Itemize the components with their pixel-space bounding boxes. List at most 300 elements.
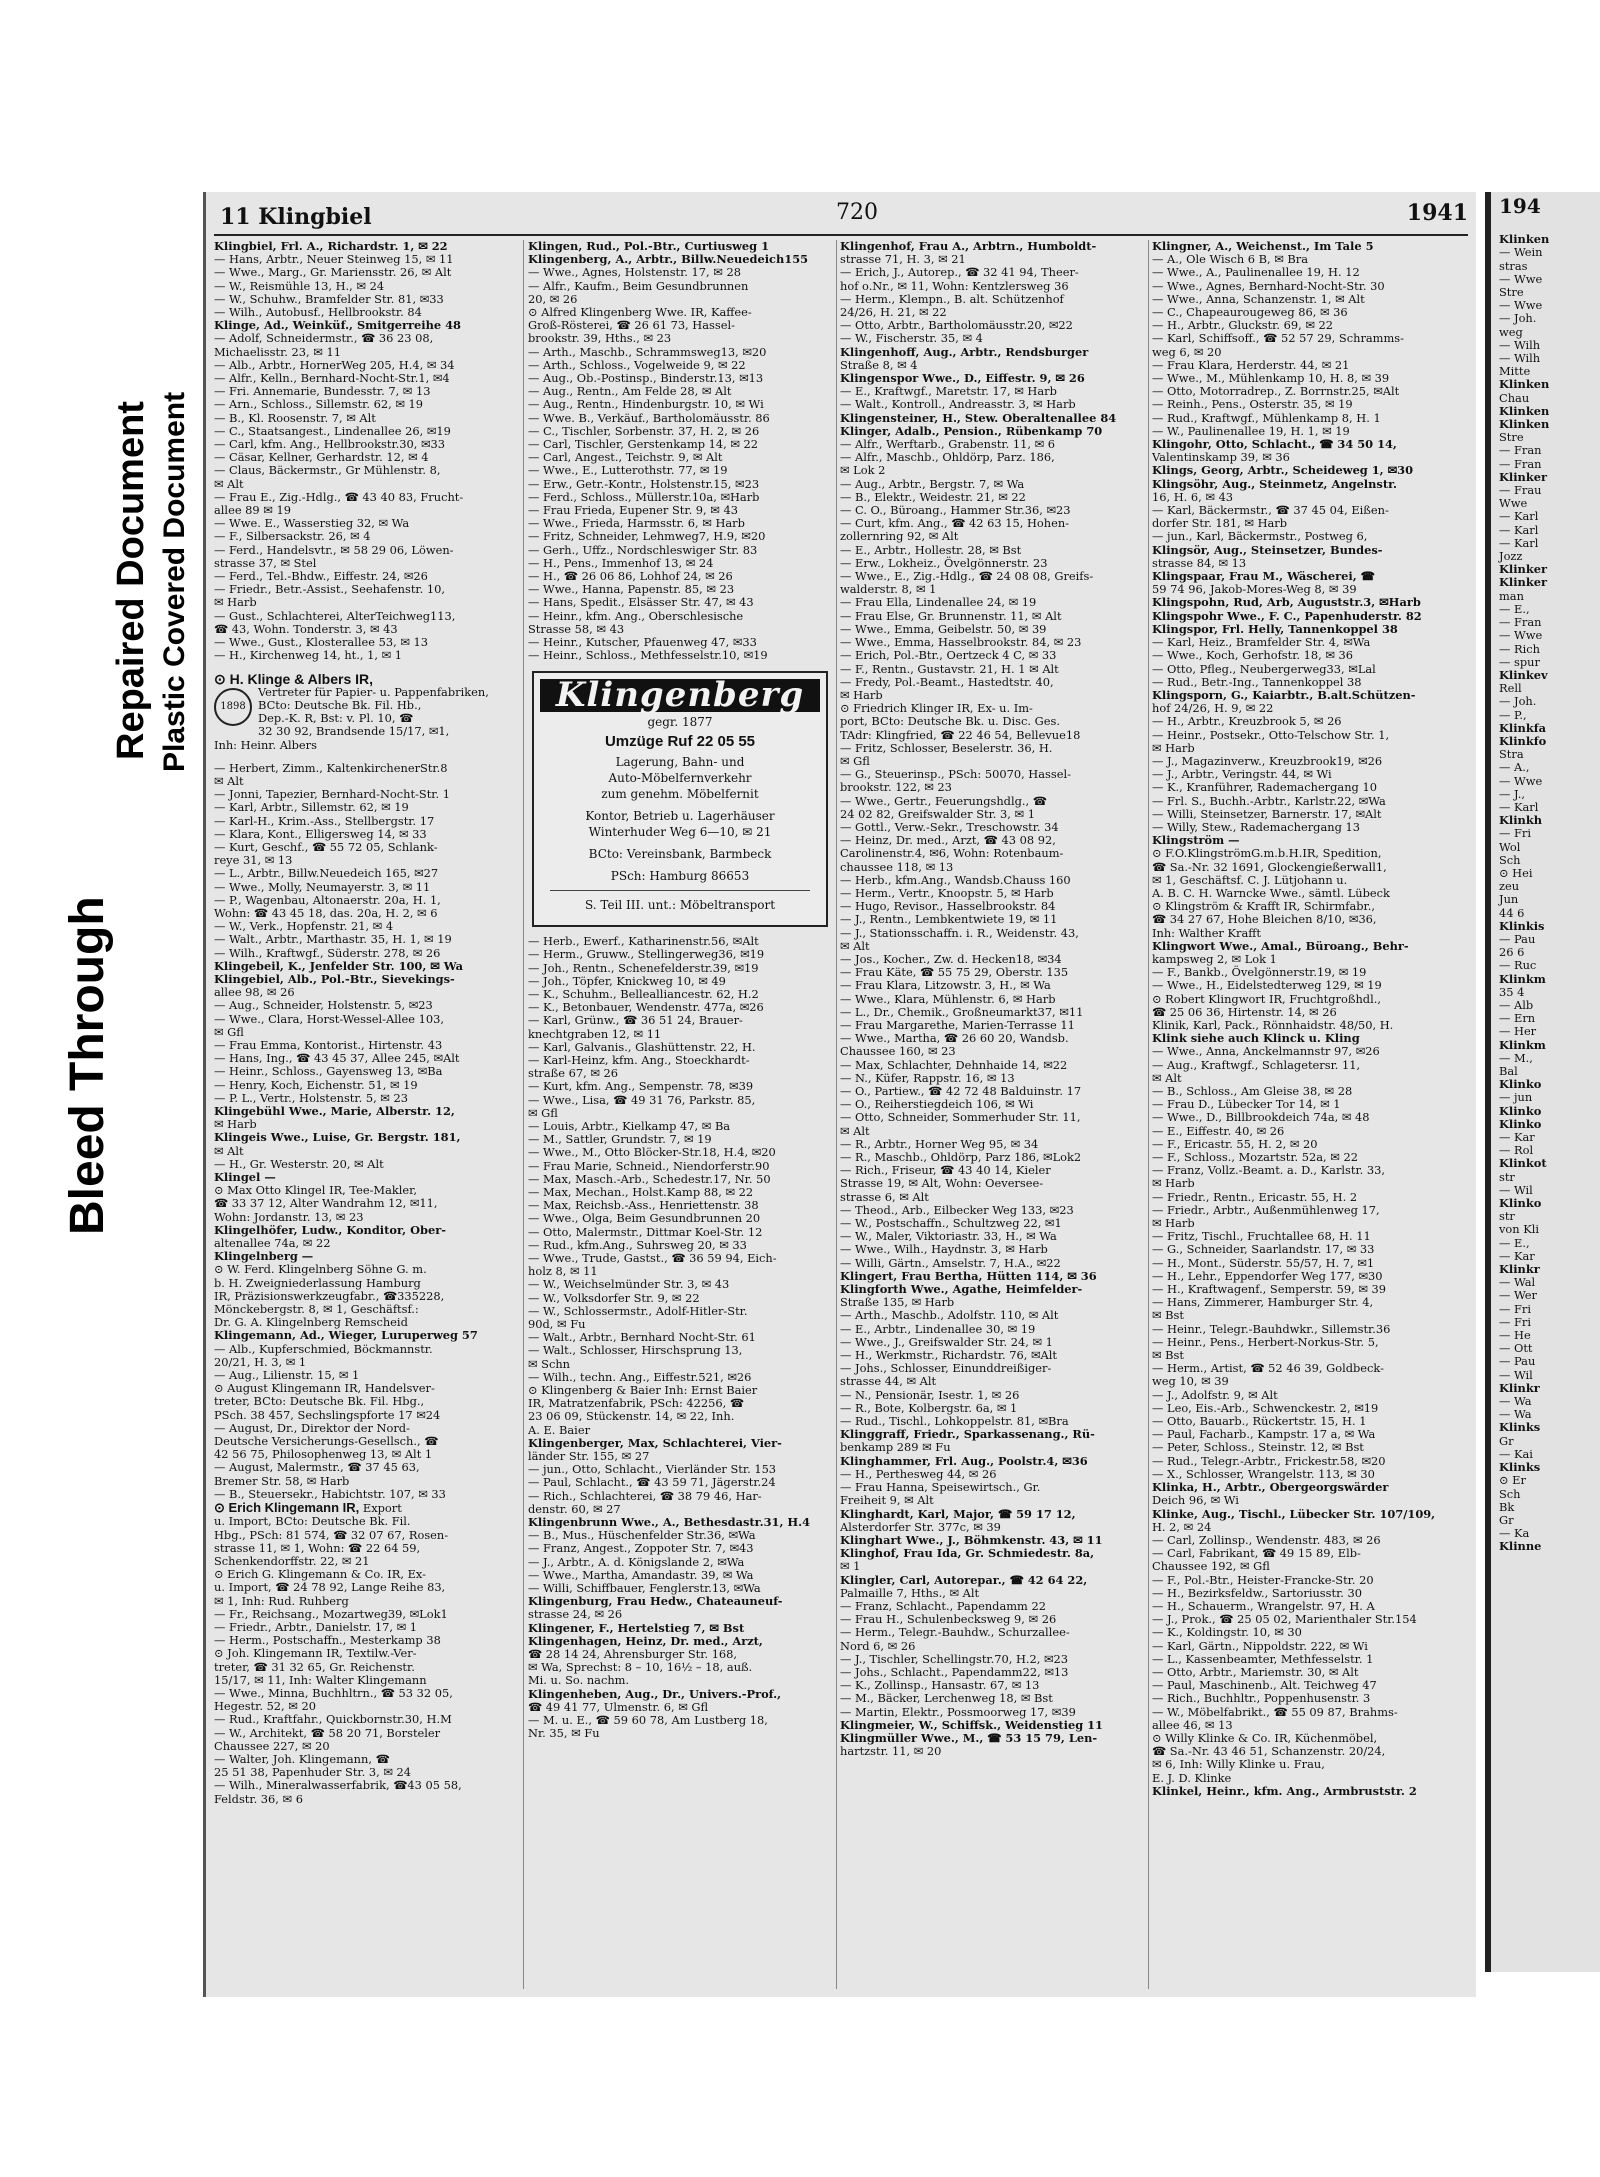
directory-entry: Klingner, A., Weichenst., Im Tale 5	[1152, 240, 1374, 253]
directory-entry: — K., Kranführer, Rademachergang 10	[1152, 780, 1377, 795]
adjacent-entry-fragment: Stre	[1499, 285, 1524, 300]
directory-entry: — Fri. Annemarie, Bundesstr. 7, ✉ 13	[214, 384, 431, 399]
directory-entry: Klingel —	[214, 1170, 276, 1185]
bank-text: BCto: Vereinsbank, Barmbeck	[588, 847, 772, 862]
directory-entry: — jun., Otto, Schlacht., Vierländer Str. 153	[528, 1462, 777, 1477]
directory-entry: — L., Dr., Chemik., Großneumarkt37, ✉11	[840, 1004, 1084, 1019]
directory-entry: — Willi, Schiffbauer, Fenglerstr.13, ✉Wa	[528, 1581, 761, 1596]
klingenberg-advertisement	[532, 671, 828, 928]
directory-entry: — M. u. E., ☎ 59 60 78, Am Lustberg 18,	[528, 1713, 768, 1728]
directory-entry: Dr. G. A. Klingelnberg Remscheid	[214, 1315, 408, 1330]
directory-entry: — Frau Marie, Schneid., Niendorferstr.90	[528, 1158, 770, 1173]
directory-entry: Klingenbrunn Wwe., A., Bethesdastr.31, H.4	[528, 1515, 811, 1530]
directory-entry: 16, H. 6, ✉ 43	[1152, 489, 1234, 504]
directory-entry: — R., Bote, Kolbergstr. 6a, ✉ 1	[840, 1400, 1018, 1415]
ad-divider	[550, 890, 810, 891]
directory-entry: — Wwe., Martha, Amandastr. 39, ✉ Wa	[528, 1567, 754, 1582]
directory-entry: — Walt., Schlosser, Hirschsprung 13,	[528, 1343, 743, 1358]
directory-entry: ☎ Sa.-Nr. 43 46 51, Schanzenstr. 20/24,	[1152, 1744, 1386, 1759]
directory-column-4	[1152, 240, 1468, 1989]
directory-entry: Klingspohr Wwe., F. C., Papenhuderstr. 82	[1152, 608, 1422, 623]
adjacent-entry-fragment: Klinkis	[1499, 918, 1545, 933]
directory-entry: Klingenspor Wwe., D., Eiffestr. 9, ✉ 26	[840, 371, 1085, 386]
adjacent-entry-fragment: Klinkh	[1499, 813, 1543, 828]
directory-entry: — Wwe., Emma, Geibelstr. 50, ✉ 39	[840, 621, 1047, 636]
directory-entry: — Heinz, Dr. med., Arzt, ☎ 43 08 92,	[840, 833, 1056, 848]
directory-entry: — Frau Else, Gr. Brunnenstr. 11, ✉ Alt	[840, 608, 1062, 623]
directory-entry: — Wwe., Koch, Gerhofstr. 18, ✉ 36	[1152, 648, 1354, 663]
directory-entry: Klingenberger, Max, Schlachterei, Vier-	[528, 1435, 782, 1450]
directory-entry: — Franz, Vollz.-Beamt. a. D., Karlstr. 33,	[1152, 1163, 1386, 1178]
directory-entry: Deich 96, ✉ Wi	[1152, 1493, 1239, 1508]
phone-text: Umzüge Ruf 22 05 55	[604, 732, 756, 750]
adjacent-entry-fragment: — Wa	[1499, 1407, 1532, 1422]
directory-entry: — Frau Klara, Herderstr. 44, ✉ 21	[1152, 357, 1350, 372]
adjacent-entry-fragment: — He	[1499, 1328, 1531, 1343]
directory-entry: — Rud., kfm.Ang., Suhrsweg 20, ✉ 33	[528, 1237, 747, 1252]
directory-entry: — Otto, Pfleg., Neubergerweg33, ✉Lal	[1152, 661, 1376, 676]
directory-entry: — C., Tischler, Sorbenstr. 37, H. 2, ✉ 26	[528, 423, 760, 438]
directory-entry: — Wwe., E., Lutterothstr. 77, ✉ 19	[528, 463, 728, 478]
adjacent-entry-fragment: — Frau	[1499, 483, 1542, 498]
adjacent-entry-fragment: zeu	[1499, 879, 1520, 894]
directory-entry: — Frau D., Lübecker Tor 14, ✉ 1	[1152, 1097, 1341, 1112]
adjacent-entry-fragment: — Fran	[1499, 456, 1542, 471]
directory-entry: — Peter, Schloss., Steinstr. 12, ✉ Bst	[1152, 1440, 1364, 1455]
directory-entry: — Paul, Schlacht., ☎ 43 59 71, Jägerstr.24	[528, 1475, 776, 1490]
adjacent-entry-fragment: — Fri	[1499, 826, 1532, 841]
side-labels	[0, 0, 200, 1300]
directory-entry: — L., Kassenbeamter, Methfesselstr. 1	[1152, 1651, 1374, 1666]
directory-entry: — Willi, Steinsetzer, Barnerstr. 17, ✉Alt	[1152, 806, 1382, 821]
directory-entry: — E., Kraftwgf., Maretstr. 17, ✉ Harb	[840, 384, 1057, 399]
directory-entry: — Herb., Ewerf., Katharinenstr.56, ✉Alt	[528, 934, 759, 949]
directory-entry: Freiheit 9, ✉ Alt	[840, 1493, 934, 1508]
directory-entry: straße 67, ✉ 26	[528, 1066, 619, 1081]
directory-entry: Klingström —	[1152, 833, 1240, 848]
directory-entry: — Walt., Kontroll., Andreasstr. 3, ✉ Harb	[840, 397, 1076, 412]
directory-entry: — B., Steuersekr., Habichtstr. 107, ✉ 33	[214, 1486, 446, 1501]
directory-entry: — W., Schuhw., Bramfelder Str. 81, ✉33	[214, 291, 444, 306]
directory-entry: — Rich., Schlachterei, ☎ 38 79 46, Har-	[528, 1488, 762, 1503]
yellow-pages-ref: S. Teil III. unt.: Möbeltransport	[584, 898, 776, 913]
directory-entry: — B., Schloss., Am Gleise 38, ✉ 28	[1152, 1084, 1353, 1098]
directory-entry: — Aug., Rentn., Hindenburgstr. 10, ✉ Wi	[528, 397, 764, 412]
directory-entry: — Wwe., Clara, Horst-Wessel-Allee 103,	[214, 1011, 445, 1026]
directory-entry: Klinka, H., Arbtr., Obergeorgswärder	[1152, 1480, 1389, 1495]
directory-entry: PSch. 38 457, Sechslingspforte 17 ✉24	[214, 1407, 441, 1422]
klingenberg-logo: Klingenberg	[540, 679, 820, 712]
directory-entry: — Aug., Lilienstr. 15, ✉ 1	[214, 1368, 360, 1383]
directory-entry: — Johs., Schlosser, Einunddreißiger-	[840, 1361, 1052, 1376]
directory-entry: — Frau Margarethe, Marien-Terrasse 11	[840, 1017, 1075, 1032]
header-rule	[214, 234, 1468, 236]
directory-entry: — L., Arbtr., Billw.Neuedeich 165, ✉27	[214, 866, 439, 881]
directory-entry: — Wwe., Klara, Mühlenstr. 6, ✉ Harb	[840, 991, 1056, 1006]
directory-entry: — Frau Frieda, Eupener Str. 9, ✉ 43	[528, 503, 738, 518]
directory-entry: ✉ Lok 2	[840, 463, 886, 478]
directory-entry: ✉ Schn	[528, 1356, 571, 1371]
directory-entry: Straße 135, ✉ Harb	[840, 1295, 955, 1310]
directory-entry: — Friedr., Arbtr., Danielstr. 17, ✉ 1	[214, 1619, 417, 1634]
directory-entry: — Otto, Arbtr., Bartholomäusstr.20, ✉22	[840, 318, 1073, 333]
directory-entry: — Karl, Schiffsoff., ☎ 52 57 29, Schramms-	[1152, 331, 1404, 346]
adjacent-entry-fragment: — P.,	[1499, 707, 1527, 722]
adjacent-entry-fragment: Klinken	[1499, 232, 1550, 247]
directory-entry: ⊙ Willy Klinke & Co. IR, Küchenmöbel,	[1152, 1730, 1378, 1745]
directory-entry: — E., Eiffestr. 40, ✉ 26	[1152, 1123, 1285, 1138]
directory-entry: — J., Prok., ☎ 25 05 02, Marienthaler Str.154	[1152, 1612, 1417, 1627]
directory-entry: Michaelisstr. 23, ✉ 11	[214, 344, 341, 359]
adjacent-entry-fragment: Jozz	[1499, 549, 1523, 564]
directory-entry: Klingohr, Otto, Schlacht., ☎ 34 50 14,	[1152, 437, 1397, 452]
adjacent-entry-fragment: Klinker	[1499, 575, 1547, 590]
directory-entry: — Hans, Arbtr., Neuer Steinweg 15, ✉ 11	[214, 252, 454, 267]
directory-entry: Klinggraff, Friedr., Sparkassenang., Rü-	[840, 1427, 1095, 1442]
directory-entry: — Hugo, Revisor., Hasselbrookstr. 84	[840, 899, 1056, 914]
adjacent-entry-fragment: — J.,	[1499, 786, 1525, 801]
directory-entry: — Gerh., Uffz., Nordschleswiger Str. 83	[528, 542, 758, 557]
adjacent-entry-fragment: — Ruc	[1499, 958, 1537, 973]
directory-entry: länder Str. 155, ✉ 27	[528, 1449, 650, 1464]
adjacent-entry-fragment: — Wwe	[1499, 271, 1543, 286]
directory-entry: — Frau E., Zig.-Hdlg., ☎ 43 40 83, Frucht-	[214, 489, 464, 504]
repaired-document-label: Repaired Document	[110, 401, 152, 760]
directory-entry: — Leo, Eis.-Arb., Schwenckestr. 2, ✉19	[1152, 1400, 1379, 1415]
directory-entry: — Wwe., Minna, Buchhltrn., ☎ 53 32 05,	[214, 1685, 453, 1700]
directory-entry: — Wilh., Mineralwasserfabrik, ☎43 05 58,	[214, 1778, 462, 1793]
directory-entry: — Wwe., Hanna, Papenstr. 85, ✉ 23	[528, 582, 735, 597]
adjacent-entry-fragment: str	[1499, 1209, 1515, 1224]
directory-entry: — Wwe., E., Zig.-Hdlg., ☎ 24 08 08, Greifs-	[840, 569, 1094, 584]
directory-entry: — Kurt, Geschf., ☎ 55 72 05, Schlank-	[214, 839, 438, 854]
adjacent-entry-fragment: — spur	[1499, 654, 1540, 669]
directory-entry: Klinghof, Frau Ida, Gr. Schmiedestr. 8a,	[840, 1546, 1095, 1561]
albers-line: 32 30 92, Brandsende 15/17, ✉1,	[258, 724, 450, 739]
directory-entry: — Jos., Kocher., Zw. d. Hecken18, ✉34	[840, 951, 1062, 966]
directory-entry: — Walt., Arbtr., Marthastr. 35, H. 1, ✉ 19	[214, 932, 452, 947]
directory-entry: — X., Schlosser, Wrangelstr. 113, ✉ 30	[1152, 1466, 1375, 1481]
bleed-through-label: Bleed Through	[61, 896, 114, 1235]
adjacent-entry-fragment: Bal	[1499, 1064, 1518, 1078]
directory-entry: ✉ Harb	[214, 595, 257, 610]
adjacent-entry-fragment: — Ott	[1499, 1341, 1533, 1356]
directory-entry: Klingemann, Ad., Wieger, Luruperweg 57	[214, 1328, 478, 1343]
directory-entry: — N., Pensionär, Isestr. 1, ✉ 26	[840, 1387, 1020, 1402]
adjacent-entry-fragment: — E.,	[1499, 601, 1530, 616]
directory-entry: — Frau Ella, Lindenallee 24, ✉ 19	[840, 595, 1037, 610]
directory-entry: — Arn., Schloss., Sillemstr. 62, ✉ 19	[214, 397, 423, 412]
directory-entry: — Carl, Angest., Teichstr. 9, ✉ Alt	[528, 450, 723, 465]
directory-entry: — Otto, Schneider, Sommerhuder Str. 11,	[840, 1110, 1081, 1125]
directory-entry: — R., Arbtr., Horner Weg 95, ✉ 34	[840, 1136, 1039, 1151]
directory-entry: Wohn: Jordanstr. 13, ✉ 23	[214, 1209, 364, 1224]
directory-entry: — C., Staatsangest., Lindenallee 26, ✉19	[214, 423, 451, 438]
adjacent-entry-fragment: weg	[1499, 324, 1523, 339]
directory-entry: ⊙ W. Ferd. Klingelnberg Söhne G. m.	[214, 1262, 427, 1277]
directory-entry: — Herb., kfm.Ang., Wandsb.Chauss 160	[840, 872, 1071, 887]
directory-entry: Klingeis Wwe., Luise, Gr. Bergstr. 181,	[214, 1130, 461, 1145]
adjacent-entry-fragment: — Kar	[1499, 1248, 1535, 1263]
directory-column-3	[840, 240, 1144, 1989]
directory-entry: port, BCto: Deutsche Bk. u. Disc. Ges.	[840, 714, 1060, 729]
directory-entry: — H., Arbtr., Kreuzbrook 5, ✉ 26	[1152, 714, 1342, 729]
directory-entry: — P., Wagenbau, Altonaerstr. 20a, H. 1,	[214, 892, 441, 907]
directory-entry: — Martin, Elektr., Possmoorweg 17, ✉39	[840, 1704, 1076, 1719]
adjacent-entry-fragment: Klinks	[1499, 1420, 1541, 1435]
directory-entry: — W., Reismühle 13, H., ✉ 24	[214, 278, 385, 293]
directory-entry: — Wwe. B., Verkäuf., Bartholomäusstr. 86	[528, 410, 770, 425]
adjacent-page-column	[1491, 194, 1600, 1554]
adjacent-entry-fragment: Mitte	[1499, 364, 1531, 379]
directory-entry: — Wwe., Agnes, Bernhard-Nocht-Str. 30	[1152, 278, 1385, 293]
directory-entry: — Rud., Tischl., Lohkoppelstr. 81, ✉Bra	[840, 1414, 1069, 1429]
directory-entry: Klinke, Aug., Tischl., Lübecker Str. 107/109,	[1152, 1506, 1436, 1521]
directory-entry: chaussee 118, ✉ 13	[840, 859, 954, 874]
directory-entry: Straße 8, ✉ 4	[840, 357, 918, 372]
directory-entry: ✉ Alt	[840, 1123, 870, 1138]
adjacent-entry-fragment: Klinne	[1499, 1539, 1542, 1554]
directory-entry: ⊙ Joh. Klingemann IR, Textilw.-Ver-	[214, 1646, 417, 1661]
directory-entry: — Wwe., Anna, Schanzenstr. 1, ✉ Alt	[1152, 291, 1365, 306]
directory-entry: ⊙ F.O.KlingströmG.m.b.H.IR, Spedition,	[1152, 846, 1382, 861]
directory-entry: — Frau Hanna, Speisewirtsch., Gr.	[840, 1480, 1041, 1495]
adjacent-entry-fragment: Chau	[1499, 390, 1530, 405]
directory-entry: Klingsporn, G., Kaiarbtr., B.alt.Schützen-	[1152, 687, 1416, 702]
directory-entry: brookstr. 39, Hths., ✉ 23	[528, 331, 672, 346]
directory-entry: Klingener, F., Hertelstieg 7, ✉ Bst	[528, 1620, 745, 1635]
adjacent-entry-fragment: Wwe	[1499, 496, 1528, 511]
directory-entry: A. E. Baier	[528, 1422, 591, 1437]
directory-entry: weg 6, ✉ 20	[1152, 344, 1222, 359]
directory-entry: Hbg., PSch: 81 574, ☎ 32 07 67, Rosen-	[214, 1527, 449, 1542]
adjacent-entry-fragment: — Wein	[1499, 245, 1543, 260]
directory-entry: — Wwe. E., Wasserstieg 32, ✉ Wa	[214, 516, 410, 531]
directory-entry: — Louis, Arbtr., Kielkamp 47, ✉ Ba	[528, 1118, 731, 1133]
adjacent-entry-fragment: — Wilh	[1499, 351, 1541, 366]
directory-entry: — W., Postschaffn., Schultzweg 22, ✉1	[840, 1216, 1062, 1231]
directory-entry: — B., Mus., Hüschenfelder Str.36, ✉Wa	[528, 1528, 756, 1543]
directory-entry: ⊙ August Klingemann IR, Handelsver-	[214, 1381, 435, 1396]
directory-entry: — Wwe., Martha, ☎ 26 60 20, Wandsb.	[840, 1031, 1069, 1046]
directory-entry: 25 51 38, Papenhuder Str. 3, ✉ 24	[214, 1765, 412, 1780]
directory-entry: Feldstr. 36, ✉ 6	[214, 1791, 303, 1806]
directory-entry: Klingensteiner, H., Stew. Oberaltenallee 84	[840, 410, 1117, 425]
directory-entry: — Hans, Ing., ☎ 43 45 37, Allee 245, ✉Alt	[214, 1051, 460, 1066]
directory-entry: — Aug., Arbtr., Bergstr. 7, ✉ Wa	[840, 476, 1025, 491]
directory-entry: — Rud., Betr.-Ing., Tannenkoppel 38	[1152, 674, 1362, 689]
directory-entry: E. J. D. Klinke	[1152, 1770, 1232, 1785]
directory-entry: — Reinh., Pens., Osterstr. 35, ✉ 19	[1152, 397, 1353, 412]
directory-entry: ✉ Gfl	[840, 753, 870, 768]
directory-entry: 24 02 82, Greifswalder Str. 3, ✉ 1	[840, 806, 1035, 821]
directory-entry: ⊙ Friedrich Klinger IR, Ex- u. Im-	[840, 701, 1033, 716]
directory-entry: Bremer Str. 58, ✉ Harb	[214, 1473, 350, 1488]
directory-column-1	[214, 240, 520, 1989]
directory-entry: — Friedr., Rentn., Ericastr. 55, H. 2	[1152, 1189, 1358, 1204]
adjacent-entry-fragment: Klinko	[1499, 1103, 1542, 1118]
directory-entry: — Johs., Schlacht., Papendamm22, ✉13	[840, 1664, 1069, 1679]
adjacent-entry-fragment: — Fri	[1499, 1301, 1532, 1316]
directory-page	[203, 192, 1476, 1997]
directory-entry: ✉ Gfl	[528, 1105, 558, 1120]
adjacent-entry-fragment: Jun	[1499, 892, 1519, 907]
adjacent-entry-fragment: 35 4	[1499, 984, 1525, 999]
directory-entry: — Frl. S., Buchh.-Arbtr., Karlstr.22, ✉Wa	[1152, 793, 1386, 808]
service-line: Auto-Möbelfernverkehr	[608, 771, 752, 786]
directory-entry: — Walter, Joh. Klingemann, ☎	[214, 1751, 390, 1766]
directory-entry: Klingsör, Aug., Steinsetzer, Bundes-	[1152, 542, 1383, 557]
directory-entry: — Wwe., Anna, Anckelmannstr 97, ✉26	[1152, 1044, 1380, 1059]
directory-entry: Mönckebergstr. 8, ✉ 1, Geschäftsf.:	[214, 1302, 419, 1317]
adjacent-entry-fragment: Bk	[1499, 1499, 1515, 1514]
address-line: Winterhuder Weg 6—10, ✉ 21	[588, 825, 772, 840]
directory-entry: — H., Kirchenweg 14, ht., 1, ✉ 1	[214, 648, 403, 663]
directory-entry: Klingelnberg —	[214, 1249, 314, 1264]
directory-entry: ✉ Alt	[214, 773, 244, 788]
adjacent-entry-fragment: — Ka	[1499, 1526, 1530, 1541]
directory-entry: Carolinenstr.4, ✉6, Wohn: Rotenbaum-	[840, 846, 1064, 861]
directory-entry: — Max, Schlachter, Dehnhaide 14, ✉22	[840, 1057, 1068, 1072]
directory-entry: — Alb., Kupferschmied, Böckmannstr.	[214, 1341, 433, 1356]
directory-entry: Klingebühl Wwe., Marie, Alberstr. 12,	[214, 1104, 455, 1118]
directory-entry: Klinghardt, Karl, Major, ☎ 59 17 12,	[840, 1506, 1076, 1521]
directory-entry: Klingert, Frau Bertha, Hütten 114, ✉ 36	[840, 1268, 1097, 1283]
directory-entry: — W., Architekt, ☎ 58 20 71, Borsteler	[214, 1725, 441, 1740]
directory-entry: ☎ 34 27 67, Hohe Bleichen 8/10, ✉36,	[1152, 912, 1377, 927]
adjacent-entry-fragment: — Wilh	[1499, 337, 1541, 352]
directory-entry: — O., Partiew., ☎ 42 72 48 Balduinstr. 17	[840, 1084, 1082, 1098]
service-line: zum genehm. Möbelfernit	[601, 787, 759, 802]
adjacent-entry-fragment: Klinko	[1499, 1116, 1542, 1131]
adjacent-entry-fragment: ⊙ Hei	[1499, 865, 1533, 880]
directory-entry: — W., Verk., Hopfenstr. 21, ✉ 4	[214, 919, 394, 934]
directory-entry: kampsweg 2, ✉ Lok 1	[1152, 951, 1277, 966]
directory-entry: Klingenhoff, Aug., Arbtr., Rendsburger	[840, 344, 1089, 359]
directory-entry: — Fritz, Schlosser, Beselerstr. 36, H.	[840, 740, 1053, 755]
seal-icon: 1898	[214, 688, 252, 726]
directory-entry: ☎ 33 37 12, Alter Wandrahm 12, ✉11,	[214, 1196, 438, 1211]
directory-entry: weg 10, ✉ 39	[1152, 1374, 1229, 1389]
directory-entry: — Rud., Kraftwgf., Mühlenkamp 8, H. 1	[1152, 410, 1381, 425]
directory-entry: — J., Magazinverw., Kreuzbrook19, ✉26	[1152, 753, 1383, 768]
directory-entry: — Karl, Bäckermstr., ☎ 37 45 04, Eißen-	[1152, 503, 1389, 518]
adjacent-page	[1485, 192, 1600, 1972]
directory-entry: — H., Mont., Süderstr. 55/57, H. 7, ✉1	[1152, 1255, 1375, 1270]
adjacent-entry-fragment: Klinkfa	[1499, 720, 1547, 735]
directory-entry: Schenkendorffstr. 22, ✉ 21	[214, 1553, 370, 1568]
directory-entry: — Alfr., Kelln., Bernhard-Nocht-Str.1, ✉4	[214, 371, 450, 386]
adjacent-entry-fragment: — Wwe	[1499, 773, 1543, 788]
albers-line: Inh: Heinr. Albers	[214, 737, 317, 752]
erich-klingemann-entry	[214, 1501, 520, 1515]
adjacent-entry-fragment: — Joh.	[1499, 694, 1537, 709]
directory-entry: Klinghart Wwe., J., Böhmkenstr. 43, ✉ 11	[840, 1532, 1103, 1547]
directory-entry: u. Import, ☎ 24 78 92, Lange Reihe 83,	[214, 1580, 446, 1595]
directory-entry: ⊙ Klingenberg & Baier Inh: Ernst Baier	[528, 1383, 758, 1398]
directory-entry: — Heinr., Schloss., Methfesselstr.10, ✉19	[528, 648, 768, 663]
directory-entry: — Otto, Arbtr., Mariemstr. 30, ✉ Alt	[1152, 1664, 1359, 1679]
directory-entry: — J., Adolfstr. 9, ✉ Alt	[1152, 1387, 1278, 1402]
directory-entry: — Ferd., Schloss., Müllerstr.10a, ✉Harb	[528, 489, 760, 504]
directory-entry: — Arth., Maschb., Schrammsweg13, ✉20	[528, 344, 767, 359]
adjacent-entry-fragment: Klinken	[1499, 403, 1550, 418]
directory-entry: A. B. C. H. Warncke Wwe., sämtl. Lübeck	[1152, 885, 1390, 900]
directory-entry: — H., Gr. Westerstr. 20, ✉ Alt	[214, 1156, 384, 1171]
adjacent-entry-fragment: Sch	[1499, 1486, 1521, 1501]
directory-entry: — Kurt, kfm. Ang., Sempenstr. 78, ✉39	[528, 1079, 754, 1094]
page-header-title: 11 Klingbiel	[220, 204, 372, 230]
directory-entry: Klingebeil, K., Jenfelder Str. 100, ✉ Wa	[214, 958, 463, 973]
directory-entry: Klingenheben, Aug., Dr., Univers.-Prof.,	[528, 1686, 782, 1701]
adjacent-entry-fragment: Gr	[1499, 1512, 1514, 1527]
directory-entry: — H., ☎ 26 06 86, Lohhof 24, ✉ 26	[528, 569, 733, 584]
plastic-covered-label: Plastic Covered Document	[158, 391, 191, 772]
directory-entry: — H., Bezirksfeldw., Sartoriusstr. 30	[1152, 1585, 1363, 1600]
directory-entry: — J., Stationsschaffn. i. R., Weidenstr. 43,	[840, 925, 1079, 940]
adjacent-entry-fragment: man	[1499, 588, 1524, 603]
directory-entry: Alsterdorfer Str. 377c, ✉ 39	[840, 1519, 1001, 1534]
directory-entry: — W., Paulinenallee 19, H. 1, ✉ 19	[1152, 423, 1350, 438]
directory-entry: Klingforth Wwe., Agathe, Heimfelder-	[840, 1282, 1083, 1297]
directory-entry: — A., Ole Wisch 6 B, ✉ Bra	[1152, 252, 1309, 267]
directory-entry: Klingspaar, Frau M., Wäscherei, ☎	[1152, 569, 1375, 584]
directory-entry: strasse 24, ✉ 26	[528, 1607, 623, 1622]
psch-text: PSch: Hamburg 86653	[610, 869, 750, 884]
adjacent-entry-fragment: — Wwe	[1499, 298, 1543, 313]
directory-entry: Strasse 19, ✉ Alt, Wohn: Oeversee-	[840, 1176, 1044, 1191]
directory-entry: — Aug., Ob.-Postinsp., Binderstr.13, ✉13	[528, 371, 764, 386]
adjacent-entry-fragment: Klinkm	[1499, 1037, 1546, 1052]
directory-entry: denstr. 60, ✉ 27	[528, 1501, 621, 1516]
directory-entry: ⊙ Erich G. Klingemann & Co. IR, Ex-	[214, 1567, 426, 1582]
directory-entry: Chaussee 227, ✉ 20	[214, 1738, 330, 1753]
adjacent-entry-fragment: — Alb	[1499, 997, 1534, 1012]
adjacent-entry-fragment: Klinko	[1499, 1077, 1542, 1092]
directory-entry: — Karl, Arbtr., Sillemstr. 62, ✉ 19	[214, 800, 409, 815]
directory-entry: — Curt, kfm. Ang., ☎ 42 63 15, Hohen-	[840, 516, 1070, 531]
adjacent-entry-fragment: Klinker	[1499, 562, 1547, 577]
directory-entry: — Walt., Arbtr., Bernhard Nocht-Str. 61	[528, 1330, 756, 1345]
directory-entry: — W., Schlossermstr., Adolf-Hitler-Str.	[528, 1303, 748, 1318]
directory-entry: — O., Reiherstiegdeich 106, ✉ Wi	[840, 1097, 1034, 1112]
directory-entry: — C., Chapeaurougeweg 86, ✉ 36	[1152, 305, 1348, 320]
adjacent-entry-fragment: Klinken	[1499, 377, 1550, 392]
adjacent-entry-fragment: — Fran	[1499, 615, 1542, 630]
directory-entry: — Karl, Grünw., ☎ 36 51 24, Brauer-	[528, 1013, 743, 1028]
directory-entry: Klingebiel, Alb., Pol.-Btr., Sievekings-	[214, 971, 455, 986]
directory-entry: Klingenburg, Frau Hedw., Chateauneuf-	[528, 1594, 783, 1609]
directory-entry: Hegestr. 52, ✉ 20	[214, 1699, 316, 1714]
directory-entry: — Frau H., Schulenbecksweg 9, ✉ 26	[840, 1612, 1057, 1627]
adjacent-entry-fragment: — Wal	[1499, 1275, 1536, 1290]
directory-entry: — Rich., Friseur, ☎ 43 40 14, Kieler	[840, 1163, 1051, 1178]
adjacent-entry-fragment: Klinko	[1499, 1196, 1542, 1211]
directory-entry: — Alfr., Kaufm., Beim Gesundbrunnen	[528, 278, 749, 293]
directory-entry: — Wwe., Trude, Gastst., ☎ 36 59 94, Eich-	[528, 1250, 777, 1265]
directory-entry: — Wwe., J., Greifswalder Str. 24, ✉ 1	[840, 1334, 1053, 1349]
adjacent-entry-fragment: — Karl	[1499, 799, 1539, 814]
directory-entry: Deutsche Versicherungs-Gesellsch., ☎	[214, 1434, 439, 1449]
directory-entry: — F., Ericastr. 55, H. 2, ✉ 20	[1152, 1136, 1318, 1151]
directory-entry: ✉ Bst	[1152, 1348, 1184, 1363]
address-text	[540, 808, 820, 840]
directory-entry: — Hans, Zimmerer, Hamburger Str. 4,	[1152, 1295, 1374, 1310]
directory-entry: — Heinr., kfm. Ang., Oberschlesische	[528, 608, 744, 623]
directory-entry: — Karl, Gärtn., Nippoldstr. 222, ✉ Wi	[1152, 1638, 1368, 1653]
directory-entry: — Frau Klara, Litzowstr. 3, H., ✉ Wa	[840, 978, 1051, 993]
directory-entry: — J., Arbtr., Veringstr. 44, ✉ Wi	[1152, 767, 1332, 782]
